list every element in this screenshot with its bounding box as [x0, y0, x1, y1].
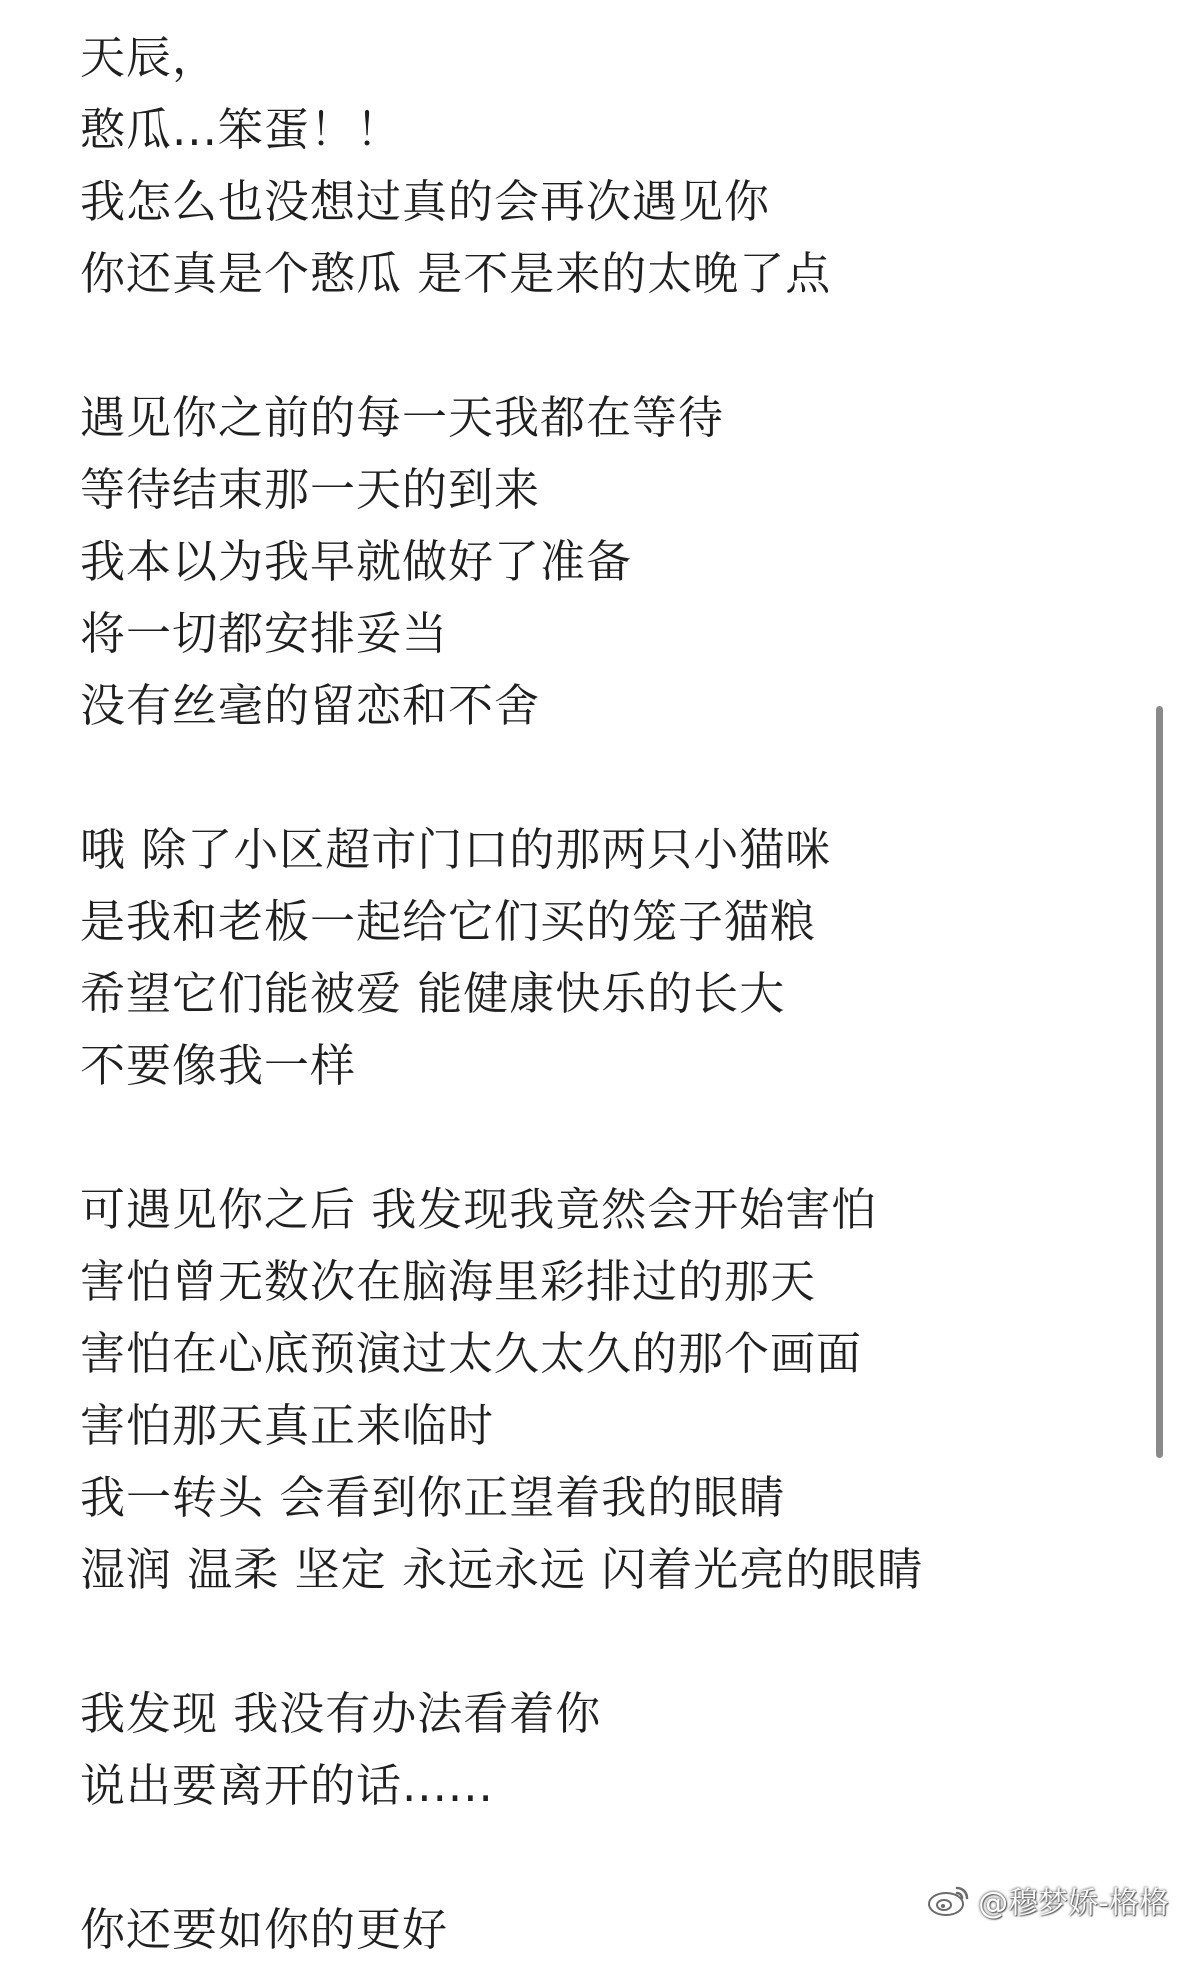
watermark [926, 1878, 1169, 1922]
note-line: 希望它们能被爱 能健康快乐的长大 [80, 967, 786, 1020]
blank-line [80, 1606, 1120, 1678]
note-line: 你还真是个憨瓜 是不是来的太晚了点 [80, 247, 832, 300]
note-line: 我一转头 会看到你正望着我的眼睛 [80, 1471, 786, 1524]
note-line: 可遇见你之后 我发现我竟然会开始害怕 [80, 1183, 878, 1236]
blank-line [80, 742, 1120, 814]
note-line: 害怕曾无数次在脑海里彩排过的那天 [80, 1255, 817, 1308]
note-line: 我发现 我没有办法看着你 [80, 1687, 602, 1740]
note-line: 憨瓜...笨蛋！！ [80, 103, 402, 156]
note-line: 等待结束那一天的到来 [80, 463, 541, 516]
note-text [80, 22, 1120, 1966]
blank-line [80, 1102, 1120, 1174]
note-line: 害怕那天真正来临时 [80, 1399, 495, 1452]
note-line: 遇见你之前的每一天我都在等待 [80, 391, 725, 444]
scrollbar-thumb[interactable] [1156, 706, 1163, 1458]
note-line: 我本以为我早就做好了准备 [80, 535, 633, 588]
note-line: 哦 除了小区超市门口的那两只小猫咪 [80, 823, 832, 876]
note-line: 将一切都安排妥当 [80, 607, 449, 660]
note-line: 是我和老板一起给它们买的笼子猫粮 [80, 895, 817, 948]
note-line: 说出要离开的话...... [80, 1759, 494, 1812]
note-line: 害怕在心底预演过太久太久的那个画面 [80, 1327, 863, 1380]
note-line: 我怎么也没想过真的会再次遇见你 [80, 175, 771, 228]
watermark-text: @穆梦娇-格格 [978, 1886, 1169, 1921]
note-line: 湿润 温柔 坚定 永远永远 闪着光亮的眼睛 [80, 1543, 924, 1596]
blank-line [80, 310, 1120, 382]
note-line: 没有丝毫的留恋和不舍 [80, 679, 541, 732]
note-line: 你还要如你的更好 [80, 1903, 449, 1956]
note-line: 不要像我一样 [80, 1039, 357, 1092]
weibo-icon [926, 1882, 972, 1918]
note-line: 天辰， [80, 31, 219, 84]
